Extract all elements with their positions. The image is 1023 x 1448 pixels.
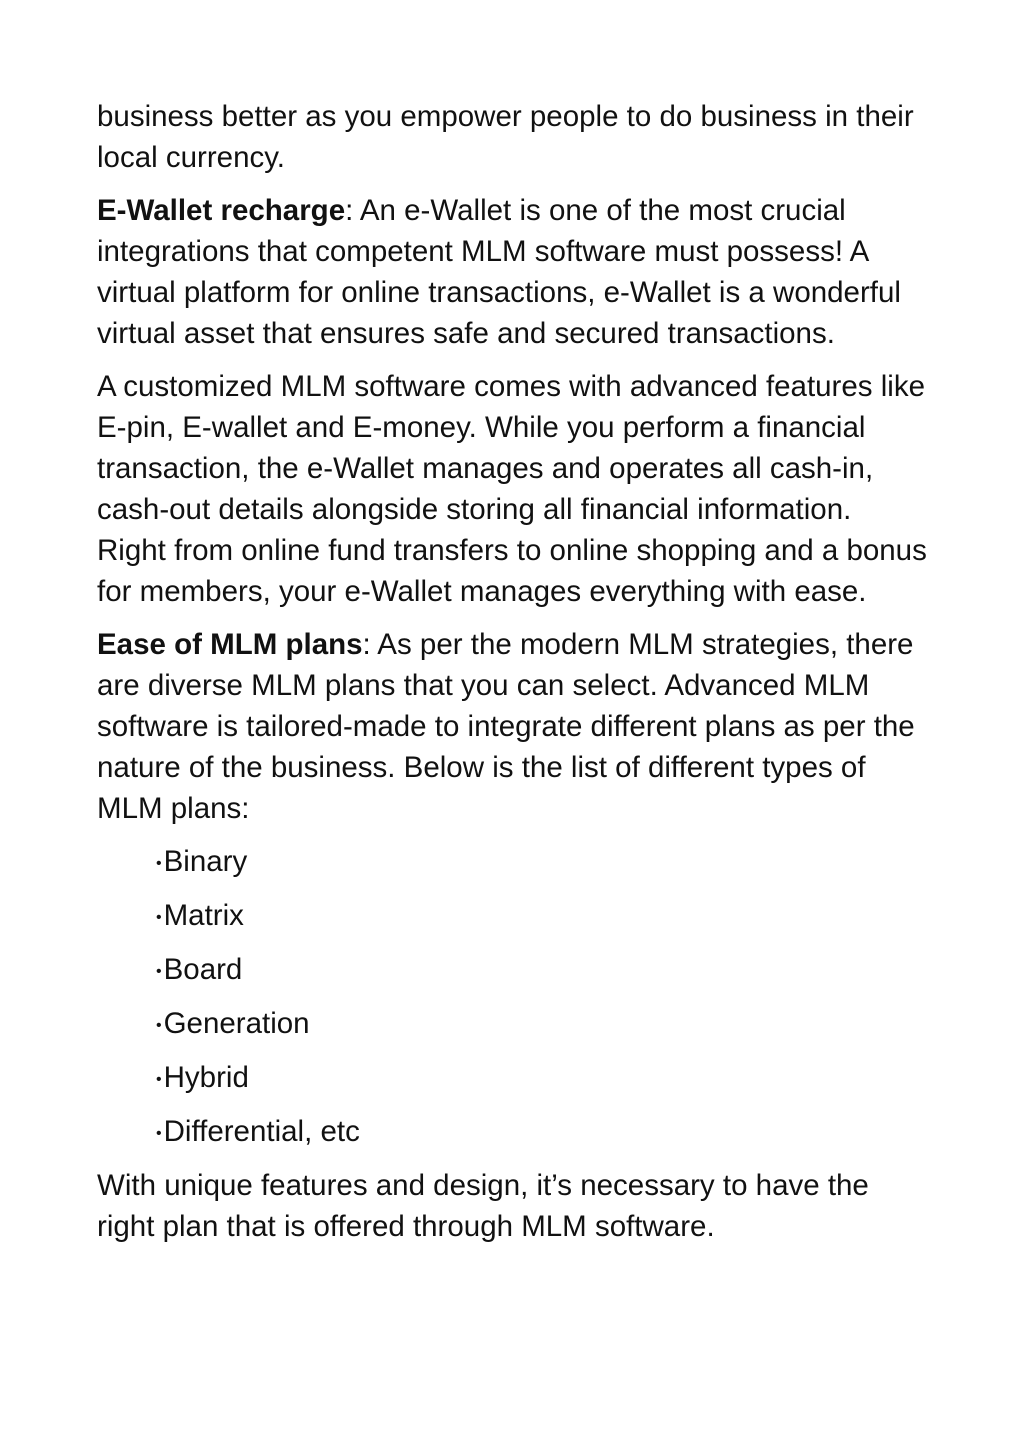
plan-name: Board bbox=[163, 953, 243, 986]
bullet-icon: • bbox=[156, 855, 162, 872]
plan-name: Matrix bbox=[163, 899, 244, 932]
ewallet-paragraph bbox=[97, 190, 927, 354]
list-item bbox=[156, 895, 927, 936]
intro-paragraph: business better as you empower people to do business in their local currency. bbox=[97, 100, 914, 174]
customized-software-paragraph: A customized MLM software comes with advanced features like E-pin, E-wallet and E-money. While you perform a financial transaction, the e-Wallet manages and operates all cash-in, cash-out details alongside storing all financial information. Right from online fund transfers to online shopping and a bonus for members, your e-Wallet manages everything with ease. bbox=[97, 370, 927, 608]
list-item bbox=[156, 1057, 927, 1098]
bullet-icon: • bbox=[156, 1017, 162, 1034]
ease-of-plans-heading: Ease of MLM plans bbox=[97, 628, 363, 661]
ease-of-plans-text: : As per the modern MLM strategies, there are diverse MLM plans that you can select. Advanced MLM software is tailored-made to integrate different plans as per the nature of the business. Below is the list of different types of MLM plans: bbox=[97, 628, 915, 825]
ease-of-plans-paragraph bbox=[97, 624, 927, 829]
plan-name: Hybrid bbox=[163, 1061, 249, 1094]
list-item bbox=[156, 841, 927, 882]
bullet-icon: • bbox=[156, 963, 162, 980]
bullet-icon: • bbox=[156, 909, 162, 926]
ewallet-text: : An e-Wallet is one of the most crucial integrations that competent MLM software must possess! A virtual platform for online transactions, e-Wallet is a wonderful virtual asset that ensures safe and secured transactions. bbox=[97, 194, 901, 350]
list-item bbox=[156, 1003, 927, 1044]
plan-name: Binary bbox=[163, 845, 248, 878]
bullet-icon: • bbox=[156, 1071, 162, 1088]
mlm-plans-list bbox=[97, 841, 927, 1152]
list-item bbox=[156, 1111, 927, 1152]
list-item bbox=[156, 949, 927, 990]
plan-name: Differential, etc bbox=[163, 1115, 360, 1148]
bullet-icon: • bbox=[156, 1125, 162, 1142]
document-page bbox=[97, 96, 927, 1259]
plan-name: Generation bbox=[163, 1007, 310, 1040]
closing-paragraph: With unique features and design, it’s necessary to have the right plan that is offered through MLM software. bbox=[97, 1169, 869, 1243]
ewallet-heading: E-Wallet recharge bbox=[97, 194, 346, 227]
